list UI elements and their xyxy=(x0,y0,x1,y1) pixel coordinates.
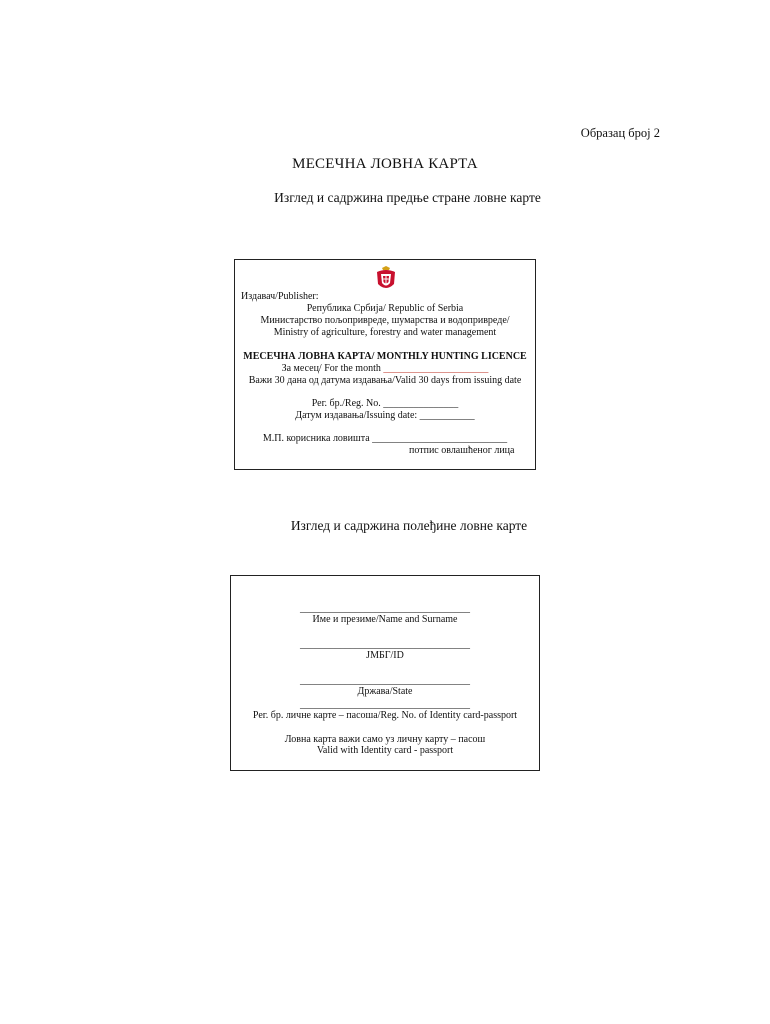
stamp-line: М.П. корисника ловишта ___________________________ xyxy=(262,433,508,444)
reg-no-line: Рег. бр./Reg. No. _______________ xyxy=(311,398,459,409)
back-card xyxy=(230,575,540,771)
document-blank: __________________________________ xyxy=(300,699,470,710)
republic-line: Република Србија/ Republic of Serbia xyxy=(306,303,464,314)
issuing-date-line: Датум издавања/Issuing date: ___________ xyxy=(295,410,475,421)
name-blank: __________________________________ xyxy=(300,603,470,614)
id-blank: __________________________________ xyxy=(300,639,470,650)
coat-of-arms-icon xyxy=(374,266,398,294)
for-month-blank: _____________________ xyxy=(383,363,489,374)
ministry-sr-line: Министарство пољопривреде, шумарства и водопривреде/ xyxy=(260,315,510,326)
form-number: Образац број 2 xyxy=(580,126,660,140)
front-card xyxy=(234,259,536,470)
state-blank: __________________________________ xyxy=(300,675,470,686)
for-month-line xyxy=(235,363,535,375)
validity-line: Важи 30 дана од датума издавања/Valid 30 days from issuing date xyxy=(248,375,522,386)
document-label: Рег. бр. личне карте – пасоша/Reg. No. of Identity card-passport xyxy=(252,710,518,721)
front-side-heading: Изглед и садржина предње стране ловне карте xyxy=(274,190,541,205)
card-title: МЕСЕЧНА ЛОВНА КАРТА/ MONTHLY HUNTING LICENCE xyxy=(243,351,527,362)
signature-label: потпис овлашћеног лица xyxy=(409,445,515,456)
validity-note-sr: Ловна карта важи само уз личну карту – пасош xyxy=(284,734,486,745)
state-label: Држава/State xyxy=(357,686,413,697)
name-label: Име и презиме/Name and Surname xyxy=(312,614,458,625)
id-label: ЈМБГ/ID xyxy=(366,650,404,661)
validity-note-en: Valid with Identity card - passport xyxy=(316,745,454,756)
publisher-label: Издавач/Publisher: xyxy=(241,291,319,302)
back-side-heading: Изглед и садржина полеђине ловне карте xyxy=(290,518,528,533)
ministry-en-line: Ministry of agriculture, forestry and water management xyxy=(273,327,497,338)
for-month-label: За месец/ For the month xyxy=(281,363,381,374)
page-title: МЕСЕЧНА ЛОВНА КАРТА xyxy=(292,156,478,172)
